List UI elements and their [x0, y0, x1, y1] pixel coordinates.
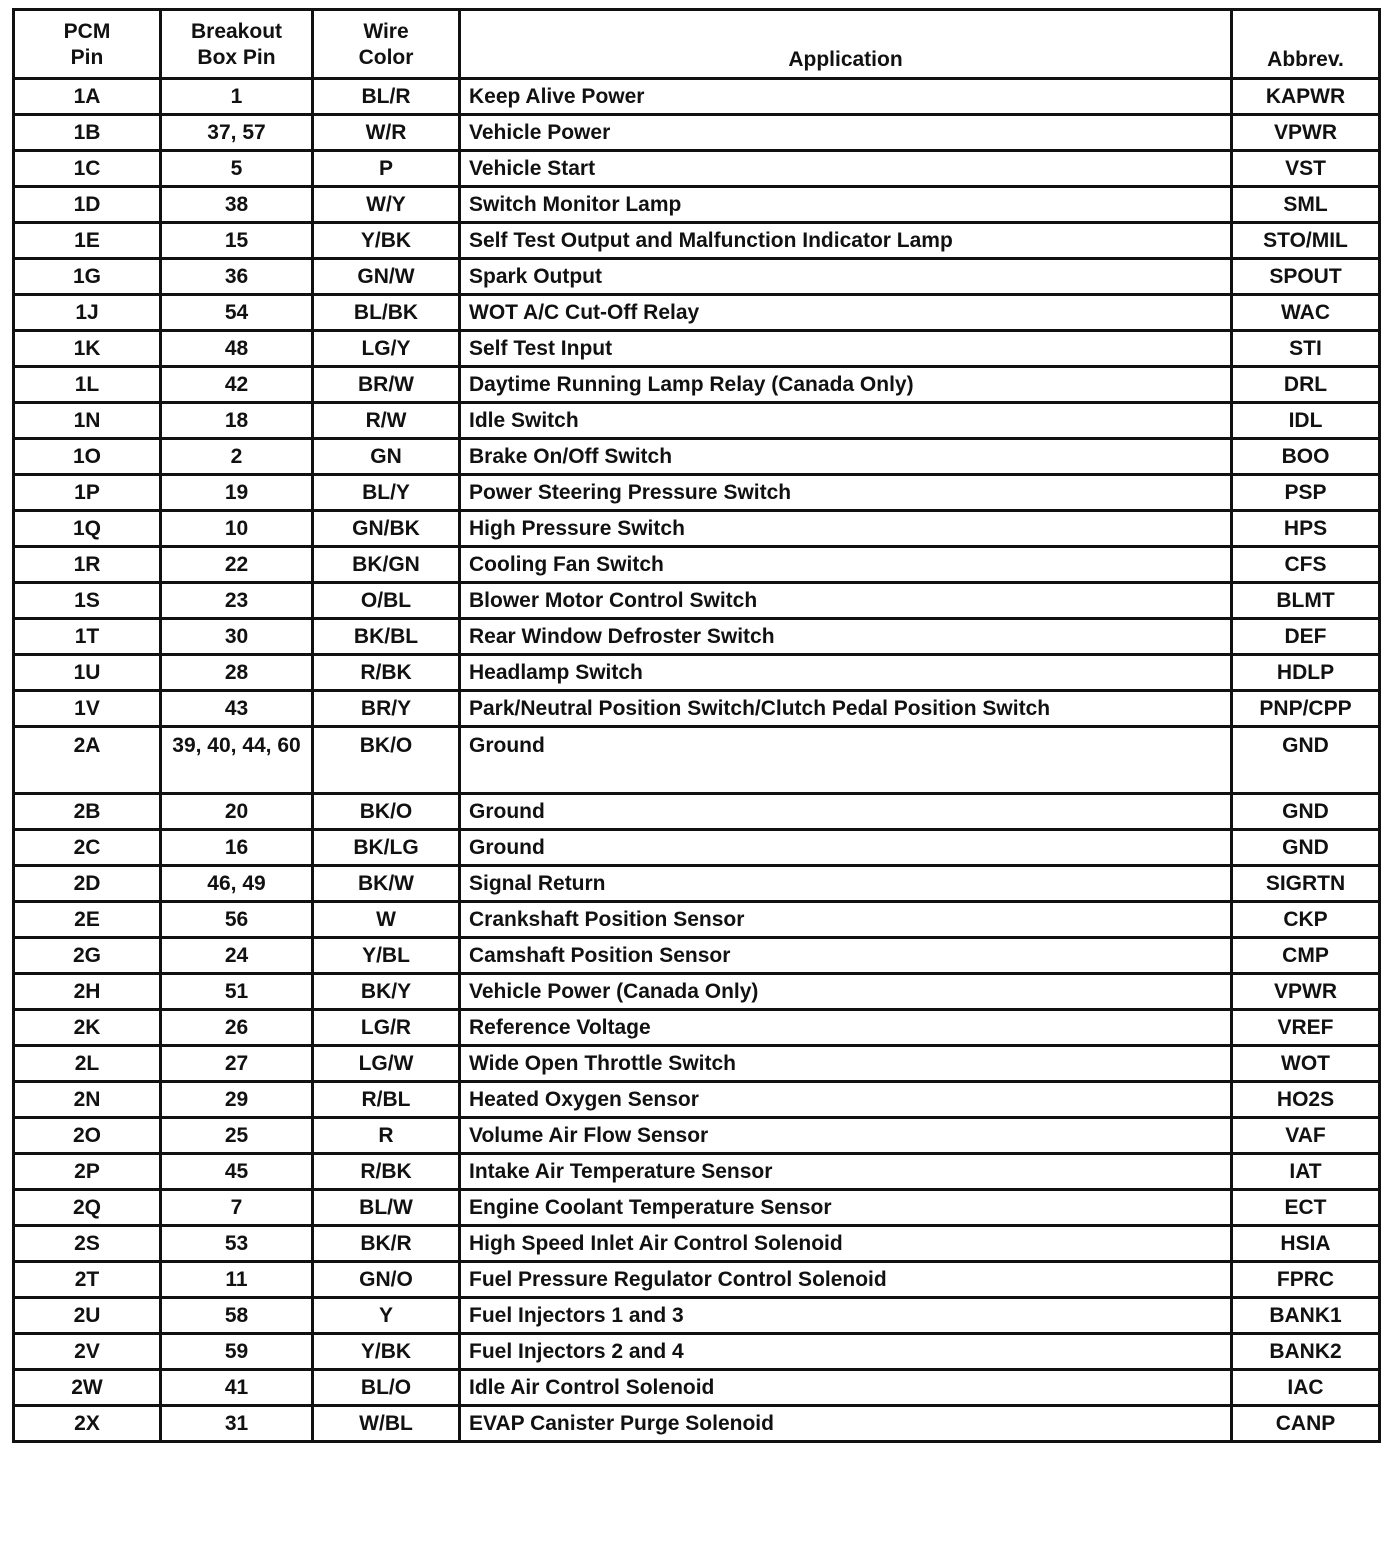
cell-abbrev: DRL: [1232, 367, 1380, 403]
cell-breakout-box-pin: 37, 57: [161, 115, 313, 151]
cell-wire-color: BK/W: [313, 866, 460, 902]
cell-wire-color: R/W: [313, 403, 460, 439]
cell-abbrev: GND: [1232, 727, 1380, 794]
table-row: [14, 1370, 1380, 1406]
cell-breakout-box-pin: 58: [161, 1298, 313, 1334]
cell-wire-color: GN/BK: [313, 511, 460, 547]
cell-wire-color: BL/W: [313, 1190, 460, 1226]
cell-wire-color: Y: [313, 1298, 460, 1334]
cell-wire-color: W/BL: [313, 1406, 460, 1442]
cell-abbrev: STO/MIL: [1232, 223, 1380, 259]
cell-breakout-box-pin: 2: [161, 439, 313, 475]
cell-abbrev: HDLP: [1232, 655, 1380, 691]
cell-breakout-box-pin: 46, 49: [161, 866, 313, 902]
cell-breakout-box-pin: 48: [161, 331, 313, 367]
cell-application: Ground: [460, 830, 1232, 866]
cell-abbrev: SPOUT: [1232, 259, 1380, 295]
table-row: [14, 79, 1380, 115]
cell-abbrev: PSP: [1232, 475, 1380, 511]
cell-wire-color: R/BK: [313, 1154, 460, 1190]
table-row: [14, 619, 1380, 655]
cell-wire-color: BR/W: [313, 367, 460, 403]
cell-pcm-pin: 2E: [14, 902, 161, 938]
cell-pcm-pin: 1C: [14, 151, 161, 187]
cell-wire-color: GN/W: [313, 259, 460, 295]
cell-abbrev: IAC: [1232, 1370, 1380, 1406]
table-row: [14, 1334, 1380, 1370]
table-row: [14, 727, 1380, 794]
cell-pcm-pin: 1N: [14, 403, 161, 439]
cell-pcm-pin: 2V: [14, 1334, 161, 1370]
table-row: [14, 794, 1380, 830]
table-row: [14, 223, 1380, 259]
cell-application: Blower Motor Control Switch: [460, 583, 1232, 619]
table-row: [14, 691, 1380, 727]
cell-application: Self Test Input: [460, 331, 1232, 367]
cell-wire-color: BL/BK: [313, 295, 460, 331]
cell-application: EVAP Canister Purge Solenoid: [460, 1406, 1232, 1442]
table-row: [14, 1406, 1380, 1442]
cell-wire-color: Y/BK: [313, 223, 460, 259]
header-wire-color: Wire Color: [313, 10, 460, 79]
cell-abbrev: IAT: [1232, 1154, 1380, 1190]
cell-wire-color: BK/LG: [313, 830, 460, 866]
cell-abbrev: SML: [1232, 187, 1380, 223]
cell-pcm-pin: 2G: [14, 938, 161, 974]
cell-application: Vehicle Power (Canada Only): [460, 974, 1232, 1010]
cell-breakout-box-pin: 20: [161, 794, 313, 830]
cell-application: Signal Return: [460, 866, 1232, 902]
cell-pcm-pin: 2X: [14, 1406, 161, 1442]
cell-abbrev: CANP: [1232, 1406, 1380, 1442]
table-body: [14, 79, 1380, 1442]
cell-application: Reference Voltage: [460, 1010, 1232, 1046]
cell-breakout-box-pin: 19: [161, 475, 313, 511]
cell-abbrev: HPS: [1232, 511, 1380, 547]
table-row: [14, 655, 1380, 691]
cell-breakout-box-pin: 39, 40, 44, 60: [161, 727, 313, 794]
table-row: [14, 475, 1380, 511]
cell-application: Camshaft Position Sensor: [460, 938, 1232, 974]
cell-wire-color: BK/R: [313, 1226, 460, 1262]
cell-breakout-box-pin: 42: [161, 367, 313, 403]
cell-wire-color: BK/Y: [313, 974, 460, 1010]
cell-breakout-box-pin: 54: [161, 295, 313, 331]
cell-pcm-pin: 2L: [14, 1046, 161, 1082]
cell-abbrev: WAC: [1232, 295, 1380, 331]
cell-wire-color: R/BK: [313, 655, 460, 691]
cell-pcm-pin: 1U: [14, 655, 161, 691]
table-row: [14, 830, 1380, 866]
cell-pcm-pin: 1O: [14, 439, 161, 475]
cell-breakout-box-pin: 15: [161, 223, 313, 259]
cell-abbrev: GND: [1232, 830, 1380, 866]
cell-application: Volume Air Flow Sensor: [460, 1118, 1232, 1154]
cell-wire-color: BK/O: [313, 727, 460, 794]
cell-breakout-box-pin: 51: [161, 974, 313, 1010]
cell-breakout-box-pin: 28: [161, 655, 313, 691]
cell-wire-color: Y/BL: [313, 938, 460, 974]
cell-wire-color: P: [313, 151, 460, 187]
cell-pcm-pin: 1A: [14, 79, 161, 115]
cell-breakout-box-pin: 1: [161, 79, 313, 115]
cell-wire-color: LG/Y: [313, 331, 460, 367]
cell-breakout-box-pin: 36: [161, 259, 313, 295]
table-row: [14, 295, 1380, 331]
table-row: [14, 331, 1380, 367]
cell-wire-color: GN/O: [313, 1262, 460, 1298]
cell-breakout-box-pin: 7: [161, 1190, 313, 1226]
cell-abbrev: DEF: [1232, 619, 1380, 655]
cell-abbrev: FPRC: [1232, 1262, 1380, 1298]
cell-breakout-box-pin: 45: [161, 1154, 313, 1190]
cell-abbrev: HSIA: [1232, 1226, 1380, 1262]
cell-wire-color: BK/O: [313, 794, 460, 830]
cell-application: Intake Air Temperature Sensor: [460, 1154, 1232, 1190]
header-pcm-pin: PCM Pin: [14, 10, 161, 79]
cell-abbrev: VPWR: [1232, 974, 1380, 1010]
table-row: [14, 1010, 1380, 1046]
cell-abbrev: PNP/CPP: [1232, 691, 1380, 727]
cell-pcm-pin: 1P: [14, 475, 161, 511]
table-row: [14, 938, 1380, 974]
cell-abbrev: CKP: [1232, 902, 1380, 938]
table-row: [14, 439, 1380, 475]
cell-pcm-pin: 1V: [14, 691, 161, 727]
cell-application: Ground: [460, 794, 1232, 830]
cell-breakout-box-pin: 10: [161, 511, 313, 547]
cell-breakout-box-pin: 24: [161, 938, 313, 974]
header-row: [14, 10, 1380, 79]
cell-wire-color: GN: [313, 439, 460, 475]
cell-application: Headlamp Switch: [460, 655, 1232, 691]
cell-breakout-box-pin: 53: [161, 1226, 313, 1262]
cell-wire-color: BL/R: [313, 79, 460, 115]
cell-application: Keep Alive Power: [460, 79, 1232, 115]
cell-abbrev: VREF: [1232, 1010, 1380, 1046]
cell-pcm-pin: 2S: [14, 1226, 161, 1262]
cell-wire-color: BR/Y: [313, 691, 460, 727]
cell-wire-color: O/BL: [313, 583, 460, 619]
cell-pcm-pin: 1R: [14, 547, 161, 583]
cell-application: Rear Window Defroster Switch: [460, 619, 1232, 655]
cell-wire-color: BL/O: [313, 1370, 460, 1406]
cell-abbrev: GND: [1232, 794, 1380, 830]
table-row: [14, 511, 1380, 547]
cell-abbrev: HO2S: [1232, 1082, 1380, 1118]
table-row: [14, 403, 1380, 439]
cell-pcm-pin: 2A: [14, 727, 161, 794]
table-row: [14, 1262, 1380, 1298]
cell-breakout-box-pin: 30: [161, 619, 313, 655]
cell-application: Cooling Fan Switch: [460, 547, 1232, 583]
cell-breakout-box-pin: 43: [161, 691, 313, 727]
cell-application: Park/Neutral Position Switch/Clutch Pedal Position Switch: [460, 691, 1232, 727]
cell-breakout-box-pin: 5: [161, 151, 313, 187]
cell-abbrev: SIGRTN: [1232, 866, 1380, 902]
pcm-pin-table: [12, 8, 1381, 1443]
cell-pcm-pin: 2O: [14, 1118, 161, 1154]
table-row: [14, 1118, 1380, 1154]
cell-breakout-box-pin: 59: [161, 1334, 313, 1370]
cell-pcm-pin: 1E: [14, 223, 161, 259]
cell-abbrev: VAF: [1232, 1118, 1380, 1154]
cell-wire-color: R/BL: [313, 1082, 460, 1118]
table-row: [14, 1046, 1380, 1082]
cell-application: Spark Output: [460, 259, 1232, 295]
cell-application: Fuel Pressure Regulator Control Solenoid: [460, 1262, 1232, 1298]
cell-application: Engine Coolant Temperature Sensor: [460, 1190, 1232, 1226]
cell-pcm-pin: 2C: [14, 830, 161, 866]
cell-pcm-pin: 2P: [14, 1154, 161, 1190]
cell-wire-color: LG/W: [313, 1046, 460, 1082]
cell-pcm-pin: 1T: [14, 619, 161, 655]
cell-breakout-box-pin: 16: [161, 830, 313, 866]
cell-pcm-pin: 2K: [14, 1010, 161, 1046]
cell-abbrev: VST: [1232, 151, 1380, 187]
cell-pcm-pin: 1S: [14, 583, 161, 619]
cell-abbrev: BANK1: [1232, 1298, 1380, 1334]
table-row: [14, 974, 1380, 1010]
cell-application: High Speed Inlet Air Control Solenoid: [460, 1226, 1232, 1262]
table-row: [14, 187, 1380, 223]
cell-abbrev: IDL: [1232, 403, 1380, 439]
table-row: [14, 547, 1380, 583]
cell-wire-color: W/R: [313, 115, 460, 151]
table-row: [14, 151, 1380, 187]
cell-abbrev: BOO: [1232, 439, 1380, 475]
cell-pcm-pin: 1L: [14, 367, 161, 403]
cell-breakout-box-pin: 22: [161, 547, 313, 583]
cell-application: Fuel Injectors 2 and 4: [460, 1334, 1232, 1370]
cell-application: High Pressure Switch: [460, 511, 1232, 547]
cell-wire-color: W/Y: [313, 187, 460, 223]
cell-application: Idle Switch: [460, 403, 1232, 439]
header-abbrev: Abbrev.: [1232, 10, 1380, 79]
cell-pcm-pin: 1K: [14, 331, 161, 367]
cell-pcm-pin: 2B: [14, 794, 161, 830]
cell-pcm-pin: 2H: [14, 974, 161, 1010]
table-row: [14, 866, 1380, 902]
cell-application: Wide Open Throttle Switch: [460, 1046, 1232, 1082]
cell-pcm-pin: 2Q: [14, 1190, 161, 1226]
cell-breakout-box-pin: 29: [161, 1082, 313, 1118]
cell-breakout-box-pin: 38: [161, 187, 313, 223]
cell-application: Ground: [460, 727, 1232, 794]
table-row: [14, 1082, 1380, 1118]
cell-application: WOT A/C Cut-Off Relay: [460, 295, 1232, 331]
cell-abbrev: KAPWR: [1232, 79, 1380, 115]
cell-breakout-box-pin: 26: [161, 1010, 313, 1046]
cell-pcm-pin: 2T: [14, 1262, 161, 1298]
table-row: [14, 583, 1380, 619]
header-breakout-box-pin: Breakout Box Pin: [161, 10, 313, 79]
cell-breakout-box-pin: 41: [161, 1370, 313, 1406]
cell-application: Brake On/Off Switch: [460, 439, 1232, 475]
cell-application: Vehicle Start: [460, 151, 1232, 187]
table-row: [14, 1226, 1380, 1262]
cell-breakout-box-pin: 11: [161, 1262, 313, 1298]
table-row: [14, 1190, 1380, 1226]
cell-abbrev: BLMT: [1232, 583, 1380, 619]
cell-pcm-pin: 1G: [14, 259, 161, 295]
cell-breakout-box-pin: 31: [161, 1406, 313, 1442]
table-row: [14, 115, 1380, 151]
cell-application: Crankshaft Position Sensor: [460, 902, 1232, 938]
cell-pcm-pin: 2N: [14, 1082, 161, 1118]
cell-pcm-pin: 2W: [14, 1370, 161, 1406]
table-row: [14, 1298, 1380, 1334]
cell-wire-color: BK/BL: [313, 619, 460, 655]
cell-pcm-pin: 2D: [14, 866, 161, 902]
header-application: Application: [460, 10, 1232, 79]
cell-breakout-box-pin: 56: [161, 902, 313, 938]
cell-pcm-pin: 1J: [14, 295, 161, 331]
cell-breakout-box-pin: 27: [161, 1046, 313, 1082]
cell-application: Idle Air Control Solenoid: [460, 1370, 1232, 1406]
cell-application: Power Steering Pressure Switch: [460, 475, 1232, 511]
cell-wire-color: LG/R: [313, 1010, 460, 1046]
cell-breakout-box-pin: 23: [161, 583, 313, 619]
cell-abbrev: ECT: [1232, 1190, 1380, 1226]
cell-wire-color: W: [313, 902, 460, 938]
cell-abbrev: CFS: [1232, 547, 1380, 583]
cell-pcm-pin: 1D: [14, 187, 161, 223]
table-row: [14, 1154, 1380, 1190]
cell-abbrev: WOT: [1232, 1046, 1380, 1082]
cell-pcm-pin: 2U: [14, 1298, 161, 1334]
cell-breakout-box-pin: 18: [161, 403, 313, 439]
table-row: [14, 259, 1380, 295]
cell-application: Fuel Injectors 1 and 3: [460, 1298, 1232, 1334]
cell-application: Heated Oxygen Sensor: [460, 1082, 1232, 1118]
cell-application: Self Test Output and Malfunction Indicator Lamp: [460, 223, 1232, 259]
cell-abbrev: BANK2: [1232, 1334, 1380, 1370]
cell-wire-color: Y/BK: [313, 1334, 460, 1370]
table-row: [14, 367, 1380, 403]
cell-application: Switch Monitor Lamp: [460, 187, 1232, 223]
cell-abbrev: STI: [1232, 331, 1380, 367]
cell-wire-color: BL/Y: [313, 475, 460, 511]
cell-abbrev: CMP: [1232, 938, 1380, 974]
cell-abbrev: VPWR: [1232, 115, 1380, 151]
cell-wire-color: BK/GN: [313, 547, 460, 583]
cell-application: Daytime Running Lamp Relay (Canada Only): [460, 367, 1232, 403]
cell-wire-color: R: [313, 1118, 460, 1154]
cell-application: Vehicle Power: [460, 115, 1232, 151]
table-row: [14, 902, 1380, 938]
cell-pcm-pin: 1B: [14, 115, 161, 151]
cell-breakout-box-pin: 25: [161, 1118, 313, 1154]
cell-pcm-pin: 1Q: [14, 511, 161, 547]
